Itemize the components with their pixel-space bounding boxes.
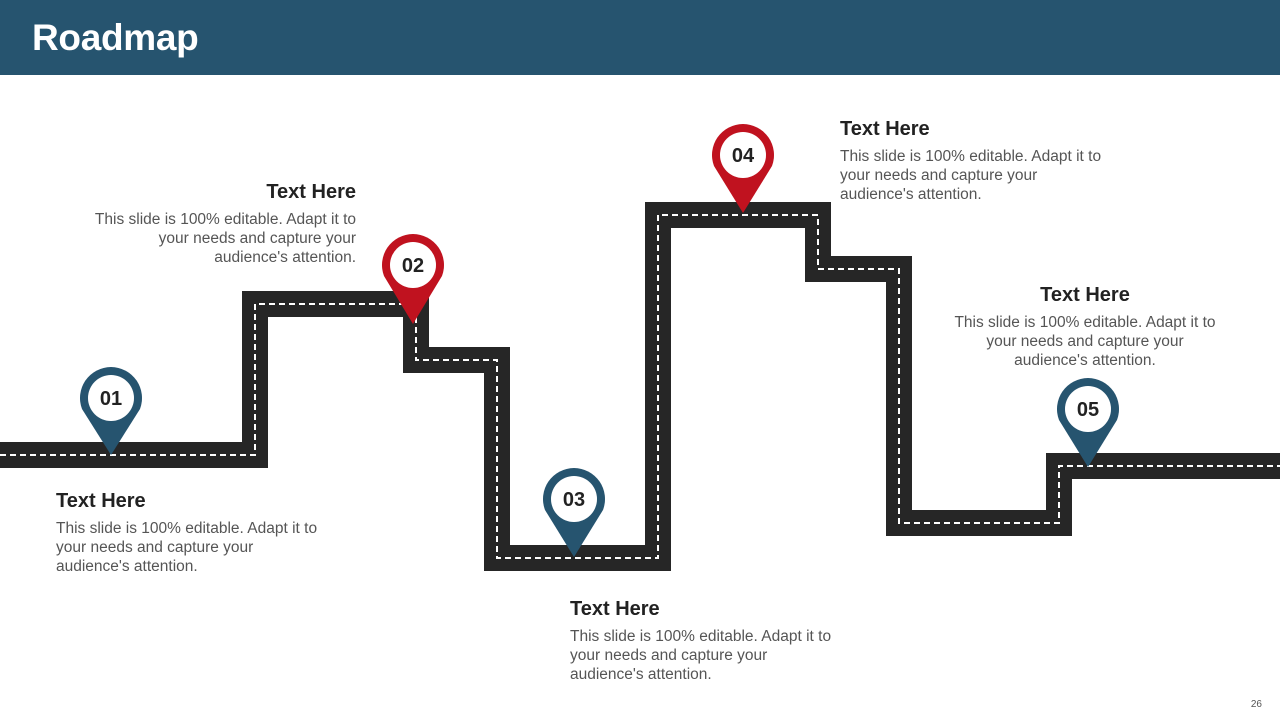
milestone-text-04 (840, 118, 1110, 204)
milestone-description: This slide is 100% editable. Adapt it to your needs and capture your audience's attention. (570, 628, 832, 683)
page-title: Roadmap (32, 17, 199, 58)
milestone-title: Text Here (570, 598, 660, 620)
milestone-pin-01 (80, 367, 142, 455)
milestone-pin-04 (712, 124, 774, 213)
milestone-title: Text Here (56, 490, 146, 512)
milestone-text-02 (86, 181, 356, 267)
milestone-description: This slide is 100% editable. Adapt it to your needs and capture your audience's attention. (840, 148, 1102, 203)
milestone-text-01 (56, 490, 326, 576)
milestone-description: This slide is 100% editable. Adapt it to your needs and capture your audience's attention. (56, 520, 318, 575)
pin-number: 05 (1076, 399, 1100, 421)
milestone-title: Text Here (266, 181, 356, 203)
milestone-text-05 (950, 284, 1220, 370)
milestone-title: Text Here (840, 118, 930, 140)
milestone-text-03 (570, 598, 840, 684)
milestone-title: Text Here (1040, 284, 1130, 306)
milestone-pin-03 (543, 468, 605, 557)
pin-number: 01 (99, 388, 123, 410)
pin-number: 03 (562, 489, 586, 511)
milestone-description: This slide is 100% editable. Adapt it to your needs and capture your audience's attention. (954, 314, 1216, 369)
slide-number: 26 (1250, 699, 1262, 710)
milestone-description: This slide is 100% editable. Adapt it to your needs and capture your audience's attention. (94, 211, 356, 266)
pin-number: 04 (731, 145, 755, 167)
pin-number: 02 (401, 255, 425, 277)
